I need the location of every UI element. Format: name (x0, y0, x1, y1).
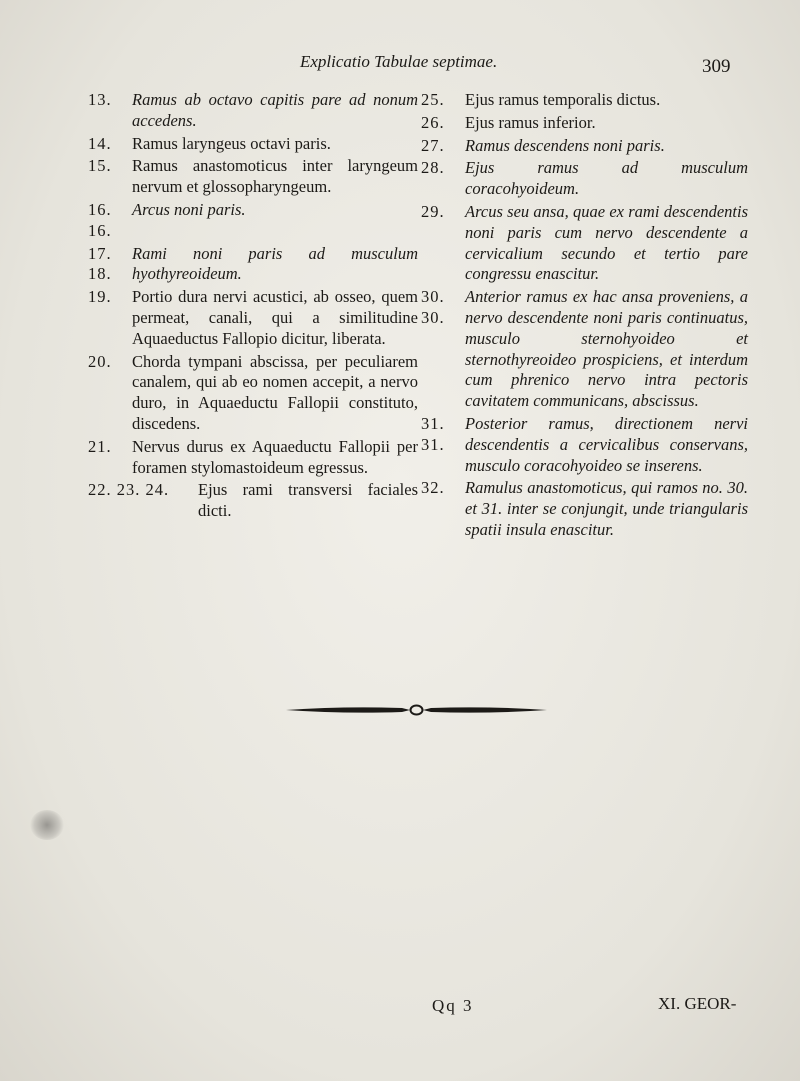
entry-text: Ejus ramus ad musculum coracohyoideum. (465, 158, 748, 199)
entry-number: 15. (88, 156, 112, 176)
entry-text: Ejus ramus inferior. (465, 112, 596, 132)
legend-entry (88, 134, 418, 155)
entry-number: 21. (88, 436, 112, 456)
entry-text: Arcus noni paris. (132, 199, 246, 219)
legend-entry (88, 156, 418, 198)
entry-text: Arcus seu ansa, quae ex rami descendentis noni paris cum nervo descendente a cervicalium secundo et tertio pare congressu enascitur. (465, 201, 748, 284)
legend-entry (88, 200, 418, 242)
signature-mark: Qq 3 (432, 996, 474, 1015)
left-column (88, 90, 418, 524)
entry-number: 19. (88, 287, 112, 307)
entry-text: Ramus descendens noni paris. (465, 135, 665, 155)
entry-text: Ramus laryngeus octavi paris. (132, 133, 331, 153)
entry-text: Rami noni paris ad musculum hyothyreoideum. (132, 243, 418, 284)
legend-entry (421, 202, 748, 285)
entry-text: Nervus durus ex Aquaeductu Fallopii per foramen stylomastoideum egressus. (132, 436, 418, 477)
legend-entry (88, 352, 418, 435)
legend-entry (88, 480, 418, 522)
entry-text: Posterior ramus, directionem nervi descendentis a cervicalibus conservans, musculo coracohyoideo se inserens. (465, 413, 748, 475)
legend-entry (88, 244, 418, 286)
legend-entry (421, 478, 748, 540)
legend-entry (88, 90, 418, 132)
entry-text: Ejus rami transversi faciales dicti. (198, 480, 418, 521)
running-header: Explicatio Tabulae septimae. (300, 52, 498, 71)
legend-entry (421, 287, 748, 412)
page-number: 309 (702, 56, 731, 77)
legend-entry (421, 158, 748, 200)
catchword: XI. GEOR- (658, 994, 737, 1013)
entry-number: 25. (421, 90, 445, 109)
legend-entry (421, 113, 748, 134)
entry-text: Anterior ramus ex hac ansa proveniens, a nervo descendente noni paris continuatus, musculo sternohyoideo et sternothyreoideo prospiciens, et interdum cum phrenico nervo intra pectoris cavitatem communicans, abscissus. (465, 287, 748, 411)
entry-text: Ramus ab octavo capitis pare ad nonum accedens. (132, 90, 418, 130)
entry-number: 20. (88, 351, 112, 371)
legend-entry (421, 136, 748, 157)
legend-entry (421, 414, 748, 476)
entry-number: 29. (421, 201, 445, 221)
entry-number: 30. 30. (421, 287, 445, 327)
entry-number: 28. (421, 158, 445, 178)
entry-number: 26. (421, 112, 445, 132)
entry-number: 22. 23. 24. (88, 480, 170, 500)
ornamental-rule (284, 700, 549, 720)
entry-number: 31. 31. (421, 413, 445, 454)
entry-text: Portio dura nervi acustici, ab osseo, quem permeat, canali, qui a similitudine Aquaeductus Fallopio dicitur, liberata. (132, 287, 418, 348)
entry-text: Chorda tympani abscissa, per peculiarem canalem, qui ab eo nomen accepit, a nervo duro, in Aquaeductu Fallopii constituto, discedens. (132, 351, 418, 433)
entry-text: Ramus anastomoticus inter laryngeum nervum et glossopharyngeum. (132, 156, 418, 197)
legend-entry (88, 287, 418, 349)
entry-number: 17. 18. (88, 243, 112, 284)
entry-text: Ejus ramus temporalis dictus. (465, 90, 661, 109)
right-column (421, 90, 748, 543)
entry-text: Ramulus anastomoticus, qui ramos no. 30. et 31. inter se conjungit, unde triangularis spatii insula enascitur. (465, 478, 748, 539)
entry-number: 13. (88, 90, 112, 109)
entry-number: 27. (421, 135, 445, 155)
entry-number: 14. (88, 133, 112, 153)
legend-entry (88, 437, 418, 479)
legend-entry (421, 90, 748, 111)
entry-number: 16. 16. (88, 199, 112, 240)
entry-number: 32. (421, 478, 445, 498)
ink-smudge (30, 810, 64, 840)
